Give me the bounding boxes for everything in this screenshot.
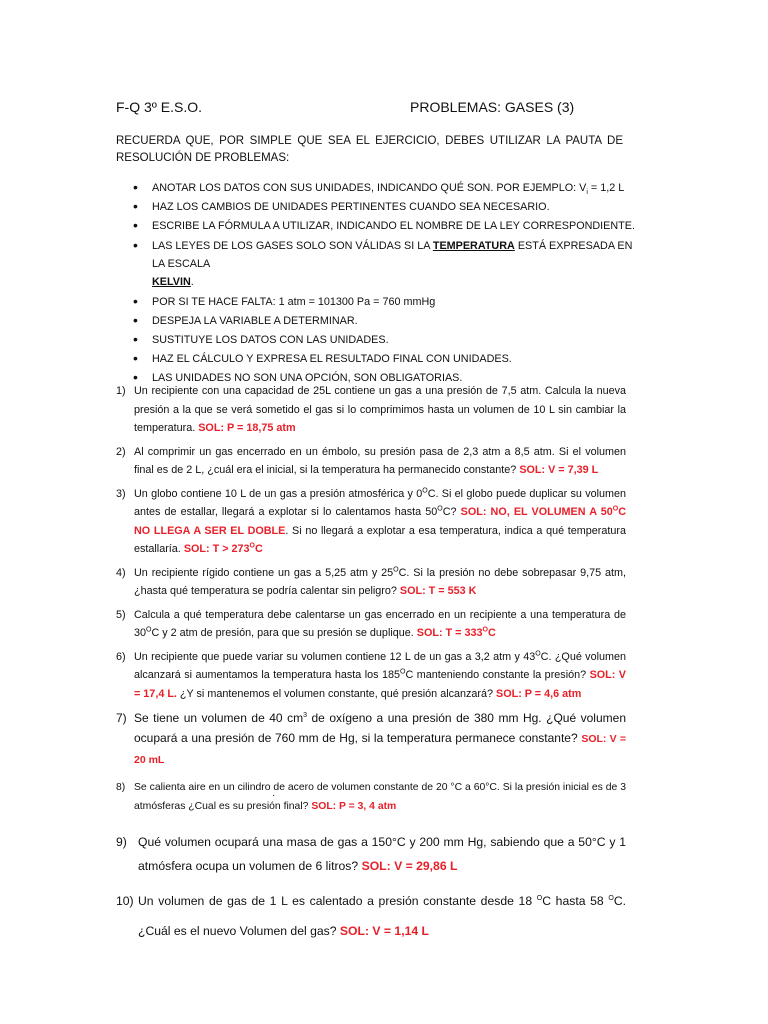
worksheet-title: PROBLEMAS: GASES (3) xyxy=(410,99,575,115)
solution: SOL: V = 17,4 L. xyxy=(134,669,626,700)
page-header xyxy=(116,99,636,119)
instructions-intro: RECUERDA QUE, POR SIMPLE QUE SEA EL EJERCICIO, DEBES UTILIZAR LA PAUTA DE RESOLUCIÓN DE PROBLEMAS: xyxy=(116,135,623,164)
problem-2: 2) Al comprimir un gas encerrado en un émbolo, su presión pasa de 2,3 atm a 8,5 atm. Si el volumen final es de 2 L, ¿cuál era el inicial, si la temperatura ha permanecido constante? SOL: V = 7,39 L xyxy=(116,445,626,476)
problem-5: 5) Calcula a qué temperatura debe calentarse un gas encerrado en un recipiente a una temperatura de $30^OC$ y 2 atm de presión, para que su presión se duplique. SOL: $T = 333^OC$ xyxy=(116,608,626,639)
solution: SOL: V = 20 mL xyxy=(134,733,626,766)
rules-list xyxy=(116,180,636,389)
problem-10: 10) Un volumen de gas de 1 L es calentado a presión constante desde 18 $^O$C hasta 58 $^O$C. ¿Cuál es el nuevo Volumen del gas? SOL: V = 1,14 L xyxy=(116,894,626,938)
problem-6: 6) Un recipiente que puede variar su volumen contiene 12 L de un gas a 3,2 atm y $43^OC$. ¿Qué volumen alcanzará si aumentamos la temperatura hasta los $185^OC$ manteniendo constante la presión? SOL: V = 17,4 L. ¿Y si mantenemos el volumen constante, qué presión alcanzará? SOL: P = 4,6 atm xyxy=(116,649,626,700)
solution: SOL: $T = 333^OC$ xyxy=(416,626,496,639)
rule-item: • LAS LEYES DE LOS GASES SOLO SON VÁLIDAS SI LA TEMPERATURA ESTÁ EXPRESADA EN LA ESCALA KELVIN. xyxy=(116,237,636,291)
stray-mark: · xyxy=(272,790,276,801)
solution: SOL: P = 3, 4 atm xyxy=(311,801,397,812)
rule-item: • DESPEJA LA VARIABLE A DETERMINAR. xyxy=(116,313,636,329)
solution: SOL: V = 1,14 L xyxy=(339,924,429,938)
rule-item: • POR SI TE HACE FALTA: 1 atm = 101300 Pa = 760 mmHg xyxy=(116,294,636,310)
problem-7: 7) Se tiene un volumen de 40 $cm^3$ de oxígeno a una presión de 380 mm Hg. ¿Qué volumen ocupará a una presión de 760 mm de Hg, si la temperatura permanece constante? SOL: V = 20 mL xyxy=(116,711,626,766)
keyword-kelvin: KELVIN xyxy=(152,276,191,288)
problem-4: 4) Un recipiente rígido contiene un gas a 5,25 atm y $25^OC$. Si la presión no debe sobrepasar 9,75 atm, ¿hasta qué temperatura se podría calentar sin peligro? SOL: T = 553 K xyxy=(116,565,626,597)
problem-1: 1) Un recipiente con una capacidad de 25L contiene un gas a una presión de 7,5 atm. Calcula la nueva presión a la que se verá sometido el gas si lo comprimimos hasta un volumen de 10 L sin cambiar la temperatura. SOL: P = 18,75 atm xyxy=(116,385,626,434)
rule-item: • HAZ EL CÁLCULO Y EXPRESA EL RESULTADO FINAL CON UNIDADES. xyxy=(116,351,636,367)
problem-9: 9) Qué volumen ocupará una masa de gas a 150°C y 200 mm Hg, sabiendo que a 50°C y 1 atmósfera ocupa un volumen de 6 litros? SOL: V = 29,86 L xyxy=(116,835,626,873)
course-label: F-Q 3º E.S.O. xyxy=(116,99,203,115)
rule-item: • HAZ LOS CAMBIOS DE UNIDADES PERTINENTES CUANDO SEA NECESARIO. xyxy=(116,199,636,215)
rule-item: • SUSTITUYE LOS DATOS CON LAS UNIDADES. xyxy=(116,332,636,348)
solution: SOL: NO, EL VOLUMEN A $50^OC$ NO LLEGA A SER EL DOBLE xyxy=(134,505,626,537)
keyword-temperatura: TEMPERATURA xyxy=(432,240,515,252)
problem-8: 8) Se calienta aire en un cilindro de acero de volumen constante de 20 °C a 60°C. Si la presión inicial es de 3 atmósferas ¿Cual es su presión final? SOL: P = 3, 4 atm xyxy=(116,782,626,812)
solution: SOL: T = 553 K xyxy=(399,585,477,597)
solution: SOL: P = 4,6 atm xyxy=(496,687,582,700)
solution: SOL: $T > 273^OC$ xyxy=(183,542,263,555)
rule-item: • LAS UNIDADES NO SON UNA OPCIÓN, SON OBLIGATORIAS. xyxy=(116,370,636,386)
solution: SOL: V = 29,86 L xyxy=(361,859,458,873)
problem-3: 3) Un globo contiene 10 L de un gas a presión atmosférica y $0^OC$. Si el globo puede duplicar su volumen antes de estallar, llegará a explotar si lo calentamos hasta $50^OC$? SOL: NO, EL VOLUMEN A $50^OC$ NO LLEGA A SER EL DOBLE. Si no llegará a explotar a esa temperatura, indica a qué temperatura estallaría. SOL: $T > 273^OC$ xyxy=(116,486,627,555)
problems-list xyxy=(116,382,626,954)
solution: SOL: V = 7,39 L xyxy=(519,464,599,476)
rule-item: • ESCRIBE LA FÓRMULA A UTILIZAR, INDICANDO EL NOMBRE DE LA LEY CORRESPONDIENTE. xyxy=(116,218,636,234)
rule-item: • ANOTAR LOS DATOS CON SUS UNIDADES, INDICANDO QUÉ SON. POR EJEMPLO: $V_i = 1,2$ L xyxy=(116,180,636,196)
solution: SOL: P = 18,75 atm xyxy=(198,422,296,434)
